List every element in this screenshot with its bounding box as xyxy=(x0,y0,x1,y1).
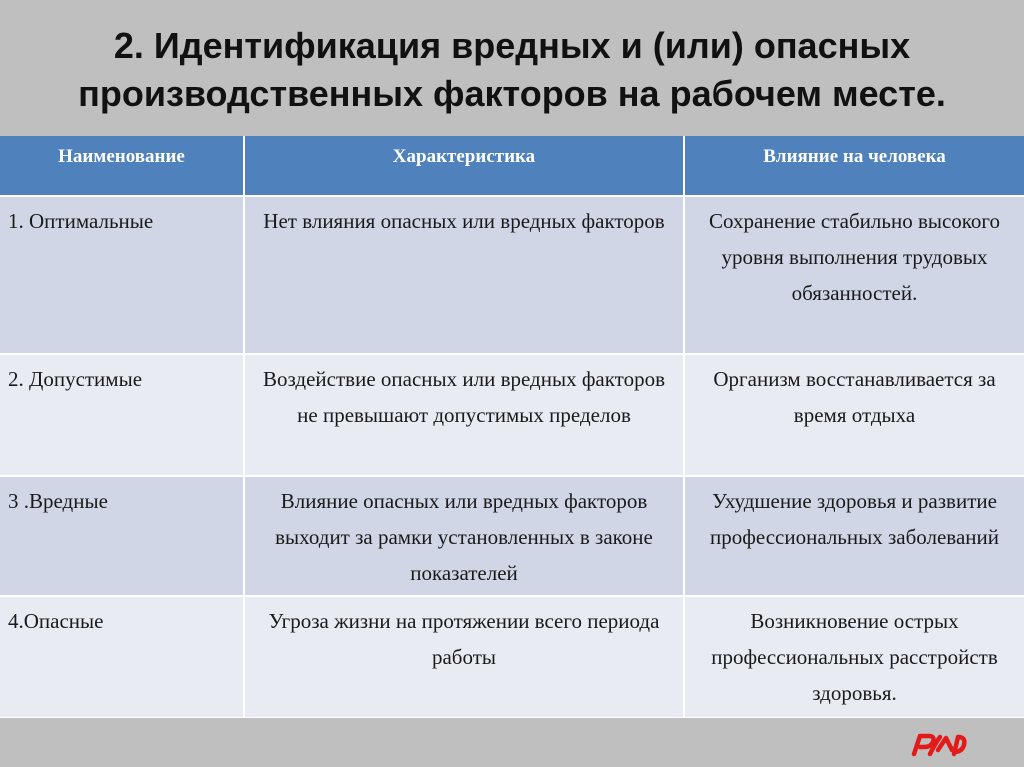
rzd-logo-icon xyxy=(910,728,970,758)
header-name: Наименование xyxy=(0,136,244,196)
header-impact: Влияние на человека xyxy=(684,136,1024,196)
footer-bar xyxy=(0,718,1024,767)
table-row xyxy=(0,354,1024,476)
table-row xyxy=(0,196,1024,354)
title-line-1: 2. Идентификация вредных и (или) опасных xyxy=(113,25,911,66)
cell-name: 1. Оптимальные xyxy=(0,196,244,354)
cell-impact: Организм восстанавливается за время отдыха xyxy=(684,354,1024,476)
cell-name: 4.Опасные xyxy=(0,596,244,718)
cell-characteristic: Воздействие опасных или вредных факторов не превышают допустимых пределов xyxy=(244,354,684,476)
cell-characteristic: Угроза жизни на протяжении всего периода работы xyxy=(244,596,684,718)
cell-impact: Возникновение острых профессиональных расстройств здоровья. xyxy=(684,596,1024,718)
factors-table xyxy=(0,136,1024,719)
slide-title xyxy=(0,14,1024,126)
table-header-row xyxy=(0,136,1024,196)
cell-characteristic: Нет влияния опасных или вредных факторов xyxy=(244,196,684,354)
cell-impact: Сохранение стабильно высокого уровня выполнения трудовых обязанностей. xyxy=(684,196,1024,354)
table-row xyxy=(0,476,1024,596)
cell-name: 3 .Вредные xyxy=(0,476,244,596)
cell-characteristic: Влияние опасных или вредных факторов выходит за рамки установленных в законе показателей xyxy=(244,476,684,596)
header-characteristic: Характеристика xyxy=(244,136,684,196)
cell-name: 2. Допустимые xyxy=(0,354,244,476)
table-row xyxy=(0,596,1024,718)
title-line-2: производственных факторов на рабочем месте. xyxy=(78,73,946,114)
cell-impact: Ухудшение здоровья и развитие профессиональных заболеваний xyxy=(684,476,1024,596)
